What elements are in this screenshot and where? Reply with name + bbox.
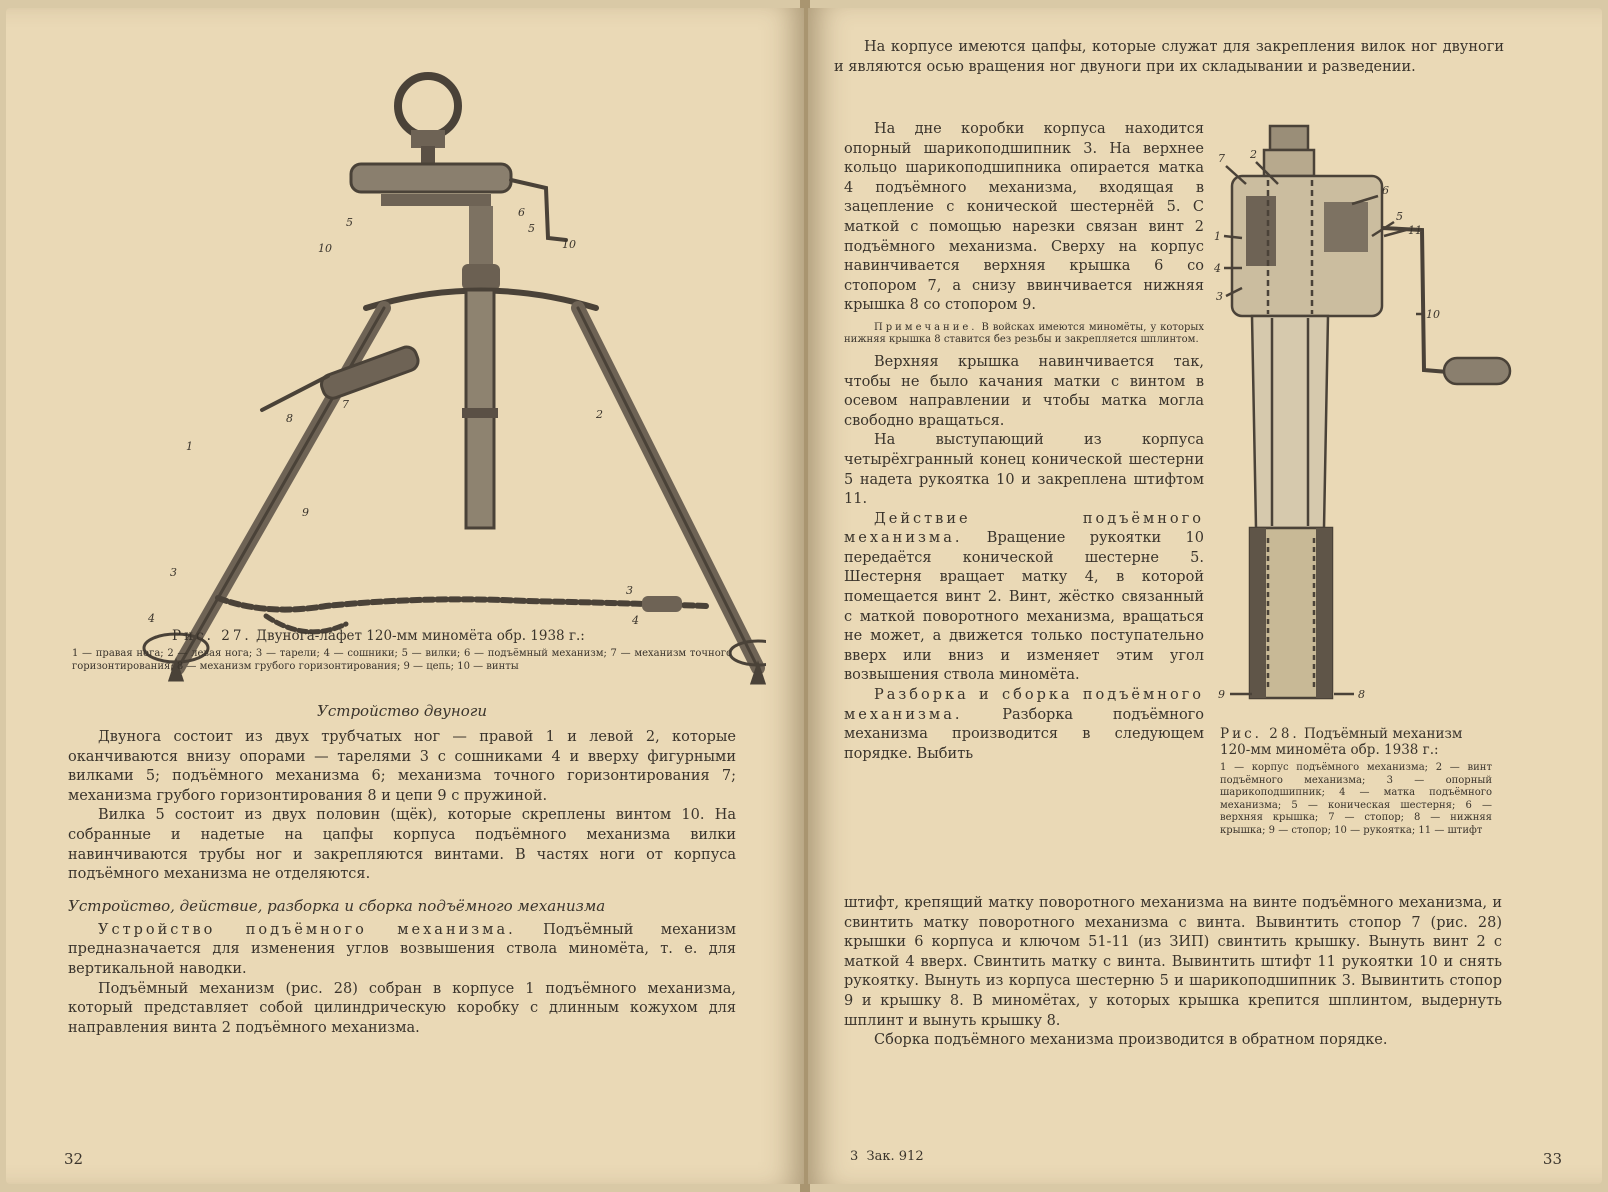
fig28-callout: 1	[1214, 230, 1221, 243]
fig28-caption-title: Подъёмный механизм 120-мм миномёта обр. 1938 г.:	[1220, 726, 1463, 758]
paragraph-text: Подъёмный механизм предназначается для изменения углов возвышения ствола миномёта, т. е. для вертикальной наводки.	[68, 921, 736, 977]
fig27-legend: 1 — правая нога; 2 — левая нога; 3 — тарели; 4 — сошники; 5 — вилки; 6 — подъёмный механизм; 7 — механизм точного горизонтирования; 8 — механизм грубого горизонтирования; 9 — цепь; 10 — винты	[72, 648, 732, 672]
footer-mark: 3 Зак. 912	[850, 1149, 924, 1164]
fig28-callout: 3	[1216, 290, 1223, 303]
fig27-callout: 1	[186, 440, 193, 453]
fig28-legend: 1 — корпус подъёмного механизма; 2 — винт подъёмного механизма; 3 — опорный шарикоподшипник; 4 — матка подъёмного механизма; 5 — коническая шестерня; 6 — верхняя крышка; 7 — стопор; 8 — нижняя крышка; 9 — стопор; 10 — рукоятка; 11 — штифт	[1220, 762, 1492, 836]
paragraph: Верхняя крышка навинчивается так, чтобы не было качания матки с винтом в осевом направлении и чтобы матка могла свободно вращаться.	[844, 353, 1204, 429]
spaced-heading: Устройство подъёмного механизма.	[98, 921, 516, 938]
paragraph: штифт, крепящий матку поворотного механизма на винте подъёмного механизма, и свинтить матку поворотного механизма с винта. Вывинтить стопор 7 (рис. 28) крышки 6 корпуса и ключом 51-11 (из ЗИП) свинтить крышку. Вынуть винт 2 с маткой 4 вверх. Свинтить матку с винта. Вывинтить штифт 11 рукоятки 10 и снять рукоятку. Вынуть из корпуса шестерню 5 и шарикоподшипник 3. Вывинтить стопор 9 и крышку 8. В миномётах, у которых крышка крепится шплинтом, выдернуть шплинт и вынуть крышку 8.	[844, 895, 1502, 1029]
paragraph-text: Вращение рукоятки 10 передаётся конической шестерне 5. Шестерня вращает матку 4, в которой помещается винт 2. Винт, жёстко связанный с маткой поворотного механизма, вращаться не может, а движется только поступательно вверх или вниз и изменяет этим угол возвышения ствола миномёта.	[844, 530, 1204, 684]
fig27-callout: 3	[626, 584, 633, 597]
figure-28-caption	[1220, 726, 1492, 837]
paragraph: Вилка 5 состоит из двух половин (щёк), которые скреплены винтом 10. На собранные и надетые на цапфы корпуса подъёмного механизма вилки навинчиваются трубы ног и закрепляются винтами. В частях ноги от корпуса подъёмного механизма не отделяются.	[68, 807, 736, 883]
spaced-heading: Разборка и сборка подъёмного механизма.	[844, 687, 1204, 723]
fig28-callout: 10	[1426, 308, 1440, 321]
fig27-callout: 2	[596, 408, 603, 421]
fig27-callout: 4	[632, 614, 639, 627]
fig28-callout: 7	[1218, 152, 1225, 165]
right-bottom-text	[844, 894, 1502, 1051]
figure-27-bipod-drawing	[66, 68, 766, 688]
paragraph: Сборка подъёмного механизма производится в обратном порядке.	[874, 1032, 1388, 1049]
fig27-caption-label: Рис. 27.	[172, 628, 252, 644]
note	[844, 322, 1204, 347]
fig27-caption-title: Двунога-лафет 120-мм миномёта обр. 1938 г.:	[256, 628, 585, 644]
figure-27-caption	[72, 628, 732, 673]
fig27-callout: 10	[318, 242, 332, 255]
page-number-left: 32	[64, 1150, 84, 1168]
fig27-callout: 9	[302, 506, 309, 519]
paragraph	[844, 686, 1204, 764]
paragraph	[844, 510, 1204, 686]
page-number-right: 33	[1542, 1150, 1562, 1168]
fig27-callout: 5	[346, 216, 353, 229]
fig27-callout: 3	[170, 566, 177, 579]
fig28-callout: 6	[1382, 184, 1389, 197]
left-body-text	[68, 702, 736, 1038]
note-text: В войсках имеются миномёты, у которых нижняя крышка 8 ставится без резьбы и закрепляется шплинтом.	[844, 321, 1204, 346]
paragraph: На выступающий из корпуса четырёхгранный конец конической шестерни 5 надета рукоятка 10 и закреплена штифтом 11.	[844, 432, 1204, 508]
paragraph: На дне коробки корпуса находится опорный шарикоподшипник 3. На верхнее кольцо шарикоподшипника опирается матка 4 подъёмного механизма, входящая в зацепление с конической шестернёй 5. С маткой с помощью нарезки связан винт 2 подъёмного механизма. Сверху на корпус навинчивается верхняя крышка 6 со стопором 7, а снизу ввинчивается нижняя крышка 8 со стопором 9.	[844, 121, 1204, 314]
paragraph	[68, 921, 736, 980]
section-title-bipod: Устройство двуноги	[316, 702, 487, 720]
paragraph: На корпусе имеются цапфы, которые служат для закрепления вилок ног двуноги и являются осью вращения ног двуноги при их складывании и разведении.	[834, 39, 1504, 75]
fig28-callout: 2	[1250, 148, 1257, 161]
note-label: Примечание.	[874, 321, 978, 333]
fig28-callout: 8	[1358, 688, 1365, 701]
section-title-lifting-mechanism: Устройство, действие, разборка и сборка подъёмного механизма	[68, 896, 606, 915]
right-top-text	[834, 38, 1504, 77]
fig28-callout: 9	[1218, 688, 1225, 701]
left-page	[6, 8, 804, 1184]
fig27-callout: 10	[562, 238, 576, 251]
fig28-callout: 11	[1408, 224, 1422, 237]
fig27-callout: 4	[148, 612, 155, 625]
paragraph: Подъёмный механизм (рис. 28) собран в корпусе 1 подъёмного механизма, который представляет собой цилиндрическую коробку с длинным кожухом для направления винта 2 подъёмного механизма.	[68, 980, 736, 1036]
right-page	[808, 8, 1602, 1184]
figure-28-lifting-mechanism-drawing	[1212, 118, 1512, 718]
fig27-callout: 6	[518, 206, 525, 219]
fig28-callout: 5	[1396, 210, 1403, 223]
fig27-callout: 8	[286, 412, 293, 425]
fig27-callout: 7	[342, 398, 349, 411]
fig27-callout: 5	[528, 222, 535, 235]
paragraph-text: Разборка подъёмного механизма производится в следующем порядке. Выбить	[844, 706, 1204, 762]
right-column-text	[844, 120, 1204, 764]
spaced-heading: Действие подъёмного механизма.	[844, 510, 1204, 547]
fig28-callout: 4	[1214, 262, 1221, 275]
fig28-caption-label: Рис. 28.	[1220, 726, 1300, 742]
paragraph: Двунога состоит из двух трубчатых ног — правой 1 и левой 2, которые оканчиваются внизу опорами — тарелями 3 с сошниками 4 и вверху фигурными вилками 5; подъёмного механизма 6; механизма точного горизонтирования 7; механизма грубого горизонтирования 8 и цепи 9 с пружиной.	[68, 729, 736, 804]
